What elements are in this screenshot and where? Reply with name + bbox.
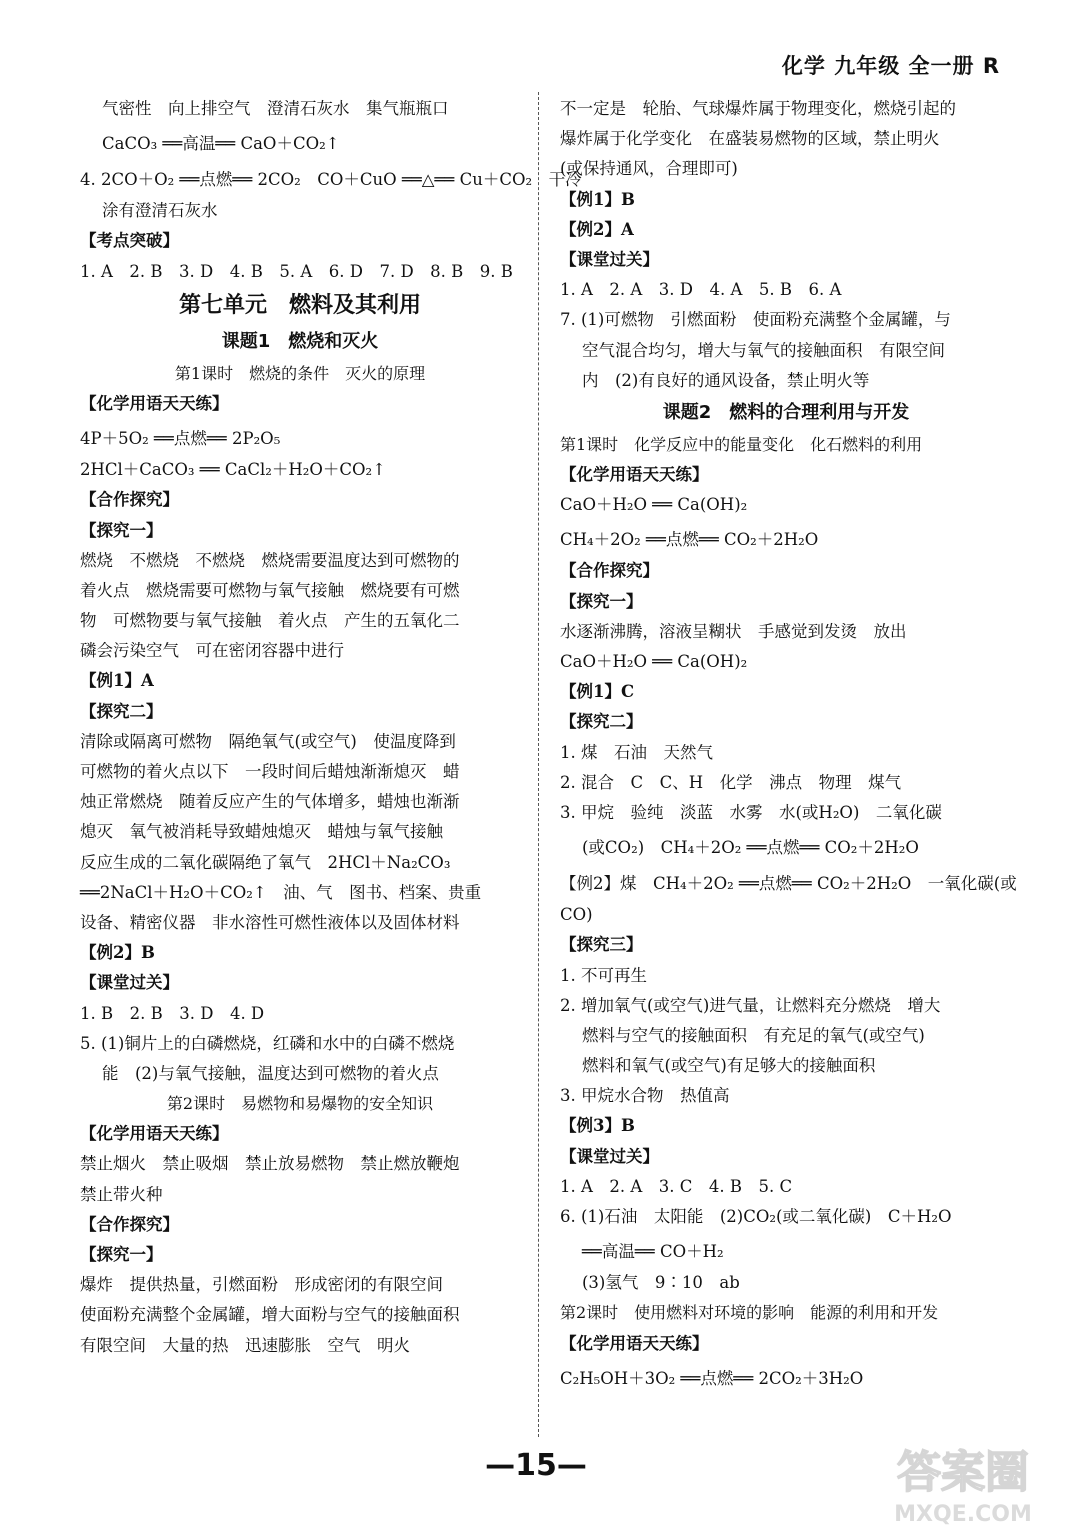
answer-line: 空气混合均匀，增大与氧气的接触面积 有限空间 <box>582 340 945 360</box>
answer-line: 燃烧 不燃烧 不燃烧 燃烧需要温度达到可燃物的 <box>80 550 460 570</box>
answer-line: 第1课时 化学反应中的能量变化 化石燃料的利用 <box>560 434 923 454</box>
answer-line: 能 (2)与氧气接触，温度达到可燃物的着火点 <box>102 1063 439 1083</box>
answer-line: 清除或隔离可燃物 隔绝氧气(或空气) 使温度降到 <box>80 731 456 751</box>
answer-line: 水逐渐沸腾，溶液呈糊状 手感觉到发烫 放出 <box>560 621 907 641</box>
page-header-title: 化学 九年级 全一册 R <box>781 54 1000 78</box>
answer-line: 7. (1)可燃物 引燃面粉 使面粉充满整个金属罐，与 <box>560 310 951 330</box>
answer-line: 禁止烟火 禁止吸烟 禁止放易燃物 禁止燃放鞭炮 <box>80 1154 460 1174</box>
answer-line: 使面粉充满整个金属罐，增大面粉与空气的接触面积 <box>80 1305 460 1325</box>
answer-line: 内 (2)有良好的通风设备，禁止明火等 <box>582 370 870 390</box>
answer-line: 2HCl＋CaCO₃ ══ CaCl₂＋H₂O＋CO₂↑ <box>80 460 386 480</box>
answer-line: 2. 混合 C C、H 化学 沸点 物理 煤气 <box>560 772 902 792</box>
answer-line: 涂有澄清石灰水 <box>102 201 218 221</box>
left-answer-column <box>80 94 582 1361</box>
answer-line: 【例2】A <box>560 219 634 239</box>
answer-line: 1. B 2. B 3. D 4. D <box>80 1003 265 1023</box>
answer-line: 【化学用语天天练】 <box>80 1124 229 1144</box>
page-number: —15— <box>485 1448 587 1483</box>
answer-line: 2. 增加氧气(或空气)进气量，让燃料充分燃烧 增大 <box>560 995 941 1015</box>
answer-line: 【探究一】 <box>80 520 163 540</box>
answer-line: 第1课时 燃烧的条件 灭火的原理 <box>174 363 426 383</box>
answer-line: 【例3】B <box>560 1116 635 1136</box>
answer-line: 4P＋5O₂ ══点燃══ 2P₂O₅ <box>80 429 281 449</box>
answer-line: 第2课时 使用燃料对环境的影响 能源的利用和开发 <box>560 1303 939 1323</box>
answer-line: 1. A 2. A 3. D 4. A 5. B 6. A <box>560 280 842 300</box>
answer-line: 课题1 燃烧和灭火 <box>221 330 379 352</box>
answer-line: ══高温══ CO＋H₂ <box>582 1242 724 1262</box>
answer-line: 【化学用语天天练】 <box>80 393 229 413</box>
column-divider <box>538 92 539 1437</box>
answer-line: 【课堂过关】 <box>560 249 659 269</box>
answer-line: 【考点突破】 <box>80 231 179 251</box>
answer-line: CO) <box>560 905 593 925</box>
answer-line: 1. A 2. B 3. D 4. B 5. A 6. D 7. D 8. B 9. B <box>80 261 513 281</box>
answer-line: 3. 甲烷 验纯 淡蓝 水雾 水(或H₂O) 二氧化碳 <box>560 802 942 822</box>
answer-line: 4. 2CO＋O₂ ══点燃══ 2CO₂ CO＋CuO ══△══ Cu＋CO₂ 干冷 <box>80 170 582 190</box>
answer-line: 【探究二】 <box>80 701 163 721</box>
answer-line: 1. A 2. A 3. C 4. B 5. C <box>560 1176 793 1196</box>
answer-line: 【探究一】 <box>80 1245 163 1264</box>
answer-line: 【探究三】 <box>560 935 643 955</box>
answer-line: 熄灭 氧气被消耗导致蜡烛熄灭 蜡烛与氧气接触 <box>80 822 443 842</box>
answer-line: 爆炸属于化学变化 在盛装易燃物的区域，禁止明火 <box>560 129 940 149</box>
answer-line: 第七单元 燃料及其利用 <box>178 292 421 318</box>
answer-line: 磷会污染空气 可在密闭容器中进行 <box>80 641 344 661</box>
answer-line: 【例1】B <box>560 189 635 209</box>
answer-line: 【合作探究】 <box>80 1214 179 1234</box>
answer-line: 3. 甲烷水合物 热值高 <box>560 1086 730 1106</box>
answer-line: 【化学用语天天练】 <box>560 1333 709 1353</box>
answer-line: 1. 煤 石油 天然气 <box>560 742 713 762</box>
answer-line: 【化学用语天天练】 <box>560 465 709 485</box>
answer-line: 1. 不可再生 <box>560 965 647 985</box>
answer-line: CaCO₃ ══高温══ CaO＋CO₂↑ <box>102 134 340 154</box>
answer-line: C₂H₅OH＋3O₂ ══点燃══ 2CO₂＋3H₂O <box>560 1368 864 1388</box>
answer-line: 设备、精密仪器 非水溶性可燃性液体以及固体材料 <box>80 912 460 932</box>
answer-line: 【探究二】 <box>560 712 643 732</box>
answer-line: 【合作探究】 <box>560 561 659 581</box>
answer-line: 烛正常燃烧 随着反应产生的气体增多，蜡烛也渐渐 <box>80 792 460 812</box>
answer-line: 禁止带火种 <box>80 1184 163 1204</box>
answer-line: 6. (1)石油 太阳能 (2)CO₂(或二氧化碳) C＋H₂O <box>560 1207 952 1226</box>
answer-line: 【例2】煤 CH₄＋2O₂ ══点燃══ CO₂＋2H₂O 一氧化碳(或 <box>560 874 1017 894</box>
answer-line: 爆炸 提供热量，引燃面粉 形成密闭的有限空间 <box>80 1275 443 1295</box>
answer-line: 着火点 燃烧需要可燃物与氧气接触 燃烧要有可燃 <box>80 580 460 600</box>
watermark-url: MXQE.COM <box>894 1502 1032 1527</box>
answer-line: CH₄＋2O₂ ══点燃══ CO₂＋2H₂O <box>560 530 819 550</box>
answer-line: (或保持通风，合理即可) <box>560 159 738 179</box>
watermark-logo <box>868 1435 1058 1530</box>
answer-line: (3)氢气 9∶10 ab <box>582 1273 740 1293</box>
answer-line: 【例1】C <box>560 682 635 702</box>
answer-line: 【例2】B <box>80 943 155 963</box>
watermark-text: 答案圈 <box>897 1447 1029 1498</box>
right-answer-column <box>560 94 1017 1395</box>
answer-line: 可燃物的着火点以下 一段时间后蜡烛渐渐熄灭 蜡 <box>80 762 460 781</box>
answer-line: 第2课时 易燃物和易爆物的安全知识 <box>166 1094 434 1114</box>
answer-line: 【课堂过关】 <box>80 973 179 993</box>
answer-line: CaO＋H₂O ══ Ca(OH)₂ <box>560 652 748 671</box>
answer-line: 课题2 燃料的合理利用与开发 <box>662 401 910 423</box>
answer-line: 5. (1)铜片上的白磷燃烧，红磷和水中的白磷不燃烧 <box>80 1033 455 1053</box>
answer-line: 有限空间 大量的热 迅速膨胀 空气 明火 <box>80 1335 410 1355</box>
answer-line: 【课堂过关】 <box>560 1146 659 1166</box>
answer-line: 【例1】A <box>80 671 154 691</box>
answer-line: (或CO₂) CH₄＋2O₂ ══点燃══ CO₂＋2H₂O <box>582 838 919 858</box>
answer-line: 物 可燃物要与氧气接触 着火点 产生的五氧化二 <box>80 611 460 631</box>
answer-line: 【探究一】 <box>560 591 643 611</box>
answer-line: 反应生成的二氧化碳隔绝了氧气 2HCl＋Na₂CO₃ <box>80 852 451 872</box>
answer-line: CaO＋H₂O ══ Ca(OH)₂ <box>560 495 748 515</box>
answer-line: 气密性 向上排空气 澄清石灰水 集气瓶瓶口 <box>102 99 449 118</box>
answer-line: ══2NaCl＋H₂O＋CO₂↑ 油、气 图书、档案、贵重 <box>80 882 482 902</box>
answer-line: 不一定是 轮胎、气球爆炸属于物理变化，燃烧引起的 <box>560 99 956 118</box>
answer-line: 燃料与空气的接触面积 有充足的氧气(或空气) <box>582 1025 925 1045</box>
answer-line: 燃料和氧气(或空气)有足够大的接触面积 <box>582 1056 876 1076</box>
answer-line: 【合作探究】 <box>80 490 179 510</box>
